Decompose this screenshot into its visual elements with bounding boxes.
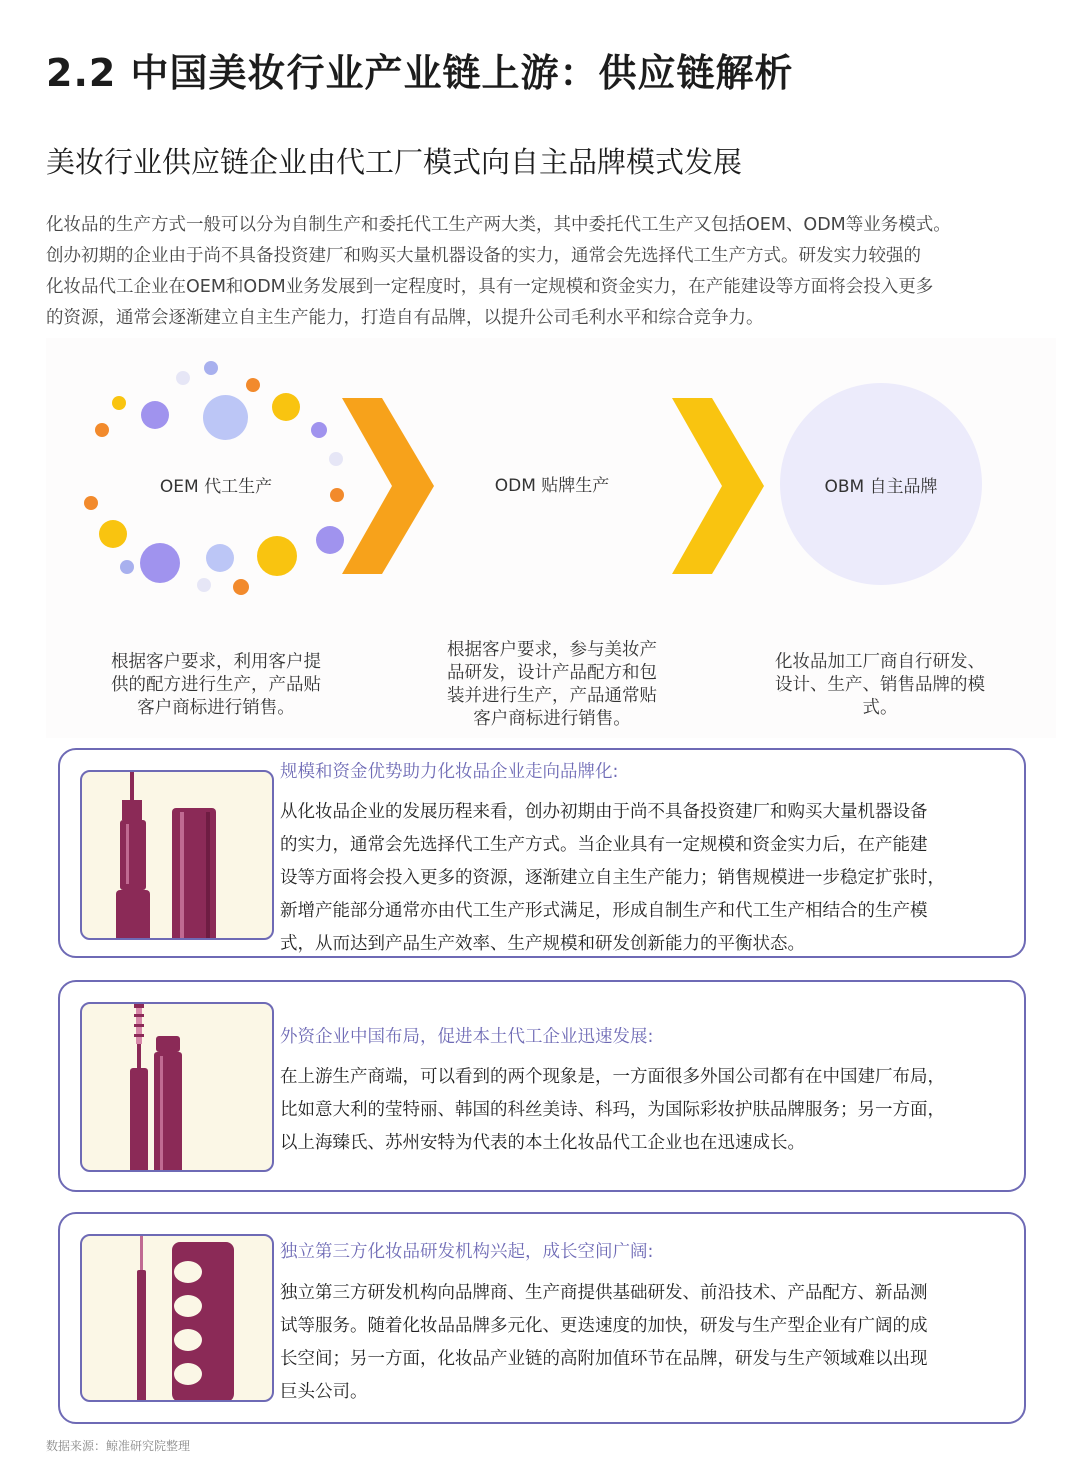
page-title: 2.2 中国美妆行业产业链上游：供应链解析 bbox=[46, 51, 794, 95]
info-card-third-party-rd bbox=[58, 1212, 1026, 1424]
intro-paragraph bbox=[46, 210, 1056, 334]
body-line: 新增产能部分通常亦由代工生产形式满足，形成自制生产和代工生产相结合的生产模 bbox=[280, 901, 928, 921]
dot-decoration bbox=[316, 526, 344, 554]
card-heading: 规模和资金优势助力化妆品企业走向品牌化: bbox=[280, 762, 619, 782]
info-card-branding bbox=[58, 748, 1026, 958]
desc-line: 供的配方进行生产，产品贴 bbox=[111, 675, 321, 695]
card-illustration bbox=[80, 770, 274, 940]
dot-decoration bbox=[329, 452, 343, 466]
body-line: 的实力，通常会先选择代工生产方式。当企业具有一定规模和资金实力后，在产能建 bbox=[280, 835, 928, 855]
desc-line: 设计、生产、销售品牌的模 bbox=[775, 675, 985, 695]
business-model-diagram bbox=[46, 338, 1056, 738]
data-source-note: 数据来源：鲸准研究院整理 bbox=[46, 1439, 191, 1453]
card-body bbox=[280, 796, 1016, 961]
desc-line: 客户商标进行销售。 bbox=[137, 698, 295, 718]
stage-label-odm: ODM 贴牌生产 bbox=[494, 476, 610, 496]
dot-decoration bbox=[272, 393, 300, 421]
card-body bbox=[280, 1061, 1016, 1160]
desc-line: 品研发，设计产品配方和包 bbox=[447, 663, 657, 683]
desc-line: 化妆品加工厂商自行研发、 bbox=[775, 652, 985, 672]
body-line: 式，从而达到产品生产效率、生产规模和研发创新能力的平衡状态。 bbox=[280, 934, 805, 954]
stage-desc-odm bbox=[412, 639, 692, 731]
lipstick-icon bbox=[82, 772, 274, 940]
card-illustration bbox=[80, 1002, 274, 1172]
arrow-right-yellow-icon bbox=[672, 398, 764, 578]
dot-decoration bbox=[233, 579, 249, 595]
stage-desc-oem bbox=[76, 651, 356, 720]
card-body bbox=[280, 1277, 1016, 1409]
intro-line: 创办初期的企业由于尚不具备投资建厂和购买大量机器设备的实力，通常会先选择代工生产方式。研发实力较强的 bbox=[46, 246, 921, 266]
page-subtitle: 美妆行业供应链企业由代工厂模式向自主品牌模式发展 bbox=[46, 145, 743, 179]
dot-decoration bbox=[197, 578, 211, 592]
dot-decoration bbox=[95, 423, 109, 437]
intro-line: 的资源，通常会逐渐建立自主生产能力，打造自有品牌，以提升公司毛利水平和综合竞争力。 bbox=[46, 308, 764, 328]
dot-decoration bbox=[84, 496, 98, 510]
dot-decoration bbox=[203, 395, 248, 440]
body-line: 以上海臻氏、苏州安特为代表的本土化妆品代工企业也在迅速成长。 bbox=[280, 1133, 805, 1153]
dot-decoration bbox=[112, 396, 126, 410]
body-line: 独立第三方研发机构向品牌商、生产商提供基础研发、前沿技术、产品配方、新品测 bbox=[280, 1283, 928, 1303]
dot-decoration bbox=[120, 560, 134, 574]
desc-line: 式。 bbox=[862, 698, 898, 718]
dot-decoration bbox=[257, 536, 297, 576]
body-line: 试等服务。随着化妆品品牌多元化、更迭速度的加快，研发与生产型企业有广阔的成 bbox=[280, 1316, 928, 1336]
card-illustration bbox=[80, 1234, 274, 1402]
body-line: 长空间；另一方面，化妆品产业链的高附加值环节在品牌，研发与生产领域难以出现 bbox=[280, 1349, 928, 1369]
dot-decoration bbox=[246, 378, 260, 392]
nail-tools-icon bbox=[82, 1236, 274, 1402]
body-line: 在上游生产商端，可以看到的两个现象是，一方面很多外国公司都有在中国建厂布局， bbox=[280, 1067, 945, 1087]
dot-decoration bbox=[311, 422, 327, 438]
body-line: 比如意大利的莹特丽、韩国的科丝美诗、科玛，为国际彩妆护肤品牌服务；另一方面， bbox=[280, 1100, 945, 1120]
body-line: 巨头公司。 bbox=[280, 1382, 368, 1402]
desc-line: 根据客户要求，利用客户提 bbox=[111, 652, 321, 672]
body-line: 设等方面将会投入更多的资源，逐渐建立自主生产能力；销售规模进一步稳定扩张时， bbox=[280, 868, 945, 888]
arrow-right-orange-icon bbox=[342, 398, 434, 578]
info-card-foreign-investment bbox=[58, 980, 1026, 1192]
desc-line: 装并进行生产，产品通常贴 bbox=[447, 686, 657, 706]
card-heading: 独立第三方化妆品研发机构兴起，成长空间广阔: bbox=[280, 1242, 654, 1262]
desc-line: 根据客户要求，参与美妆产 bbox=[447, 640, 657, 660]
intro-line: 化妆品的生产方式一般可以分为自制生产和委托代工生产两大类，其中委托代工生产又包括OEM、ODM等业务模式。 bbox=[46, 215, 951, 235]
stage-desc-obm bbox=[740, 651, 1020, 720]
stage-label-obm: OBM 自主品牌 bbox=[824, 477, 938, 497]
dot-decoration bbox=[204, 361, 218, 375]
dot-decoration bbox=[176, 371, 190, 385]
dot-decoration bbox=[99, 520, 127, 548]
mascara-icon bbox=[82, 1004, 274, 1172]
card-heading: 外资企业中国布局，促进本土代工企业迅速发展: bbox=[280, 1027, 654, 1047]
intro-line: 化妆品代工企业在OEM和ODM业务发展到一定程度时，具有一定规模和资金实力，在产能建设等方面将会投入更多 bbox=[46, 277, 934, 297]
stage-label-oem: OEM 代工生产 bbox=[159, 477, 273, 497]
dot-decoration bbox=[141, 401, 169, 429]
desc-line: 客户商标进行销售。 bbox=[473, 709, 631, 729]
body-line: 从化妆品企业的发展历程来看，创办初期由于尚不具备投资建厂和购买大量机器设备 bbox=[280, 802, 928, 822]
dot-decoration bbox=[140, 543, 180, 583]
dot-decoration bbox=[206, 544, 234, 572]
